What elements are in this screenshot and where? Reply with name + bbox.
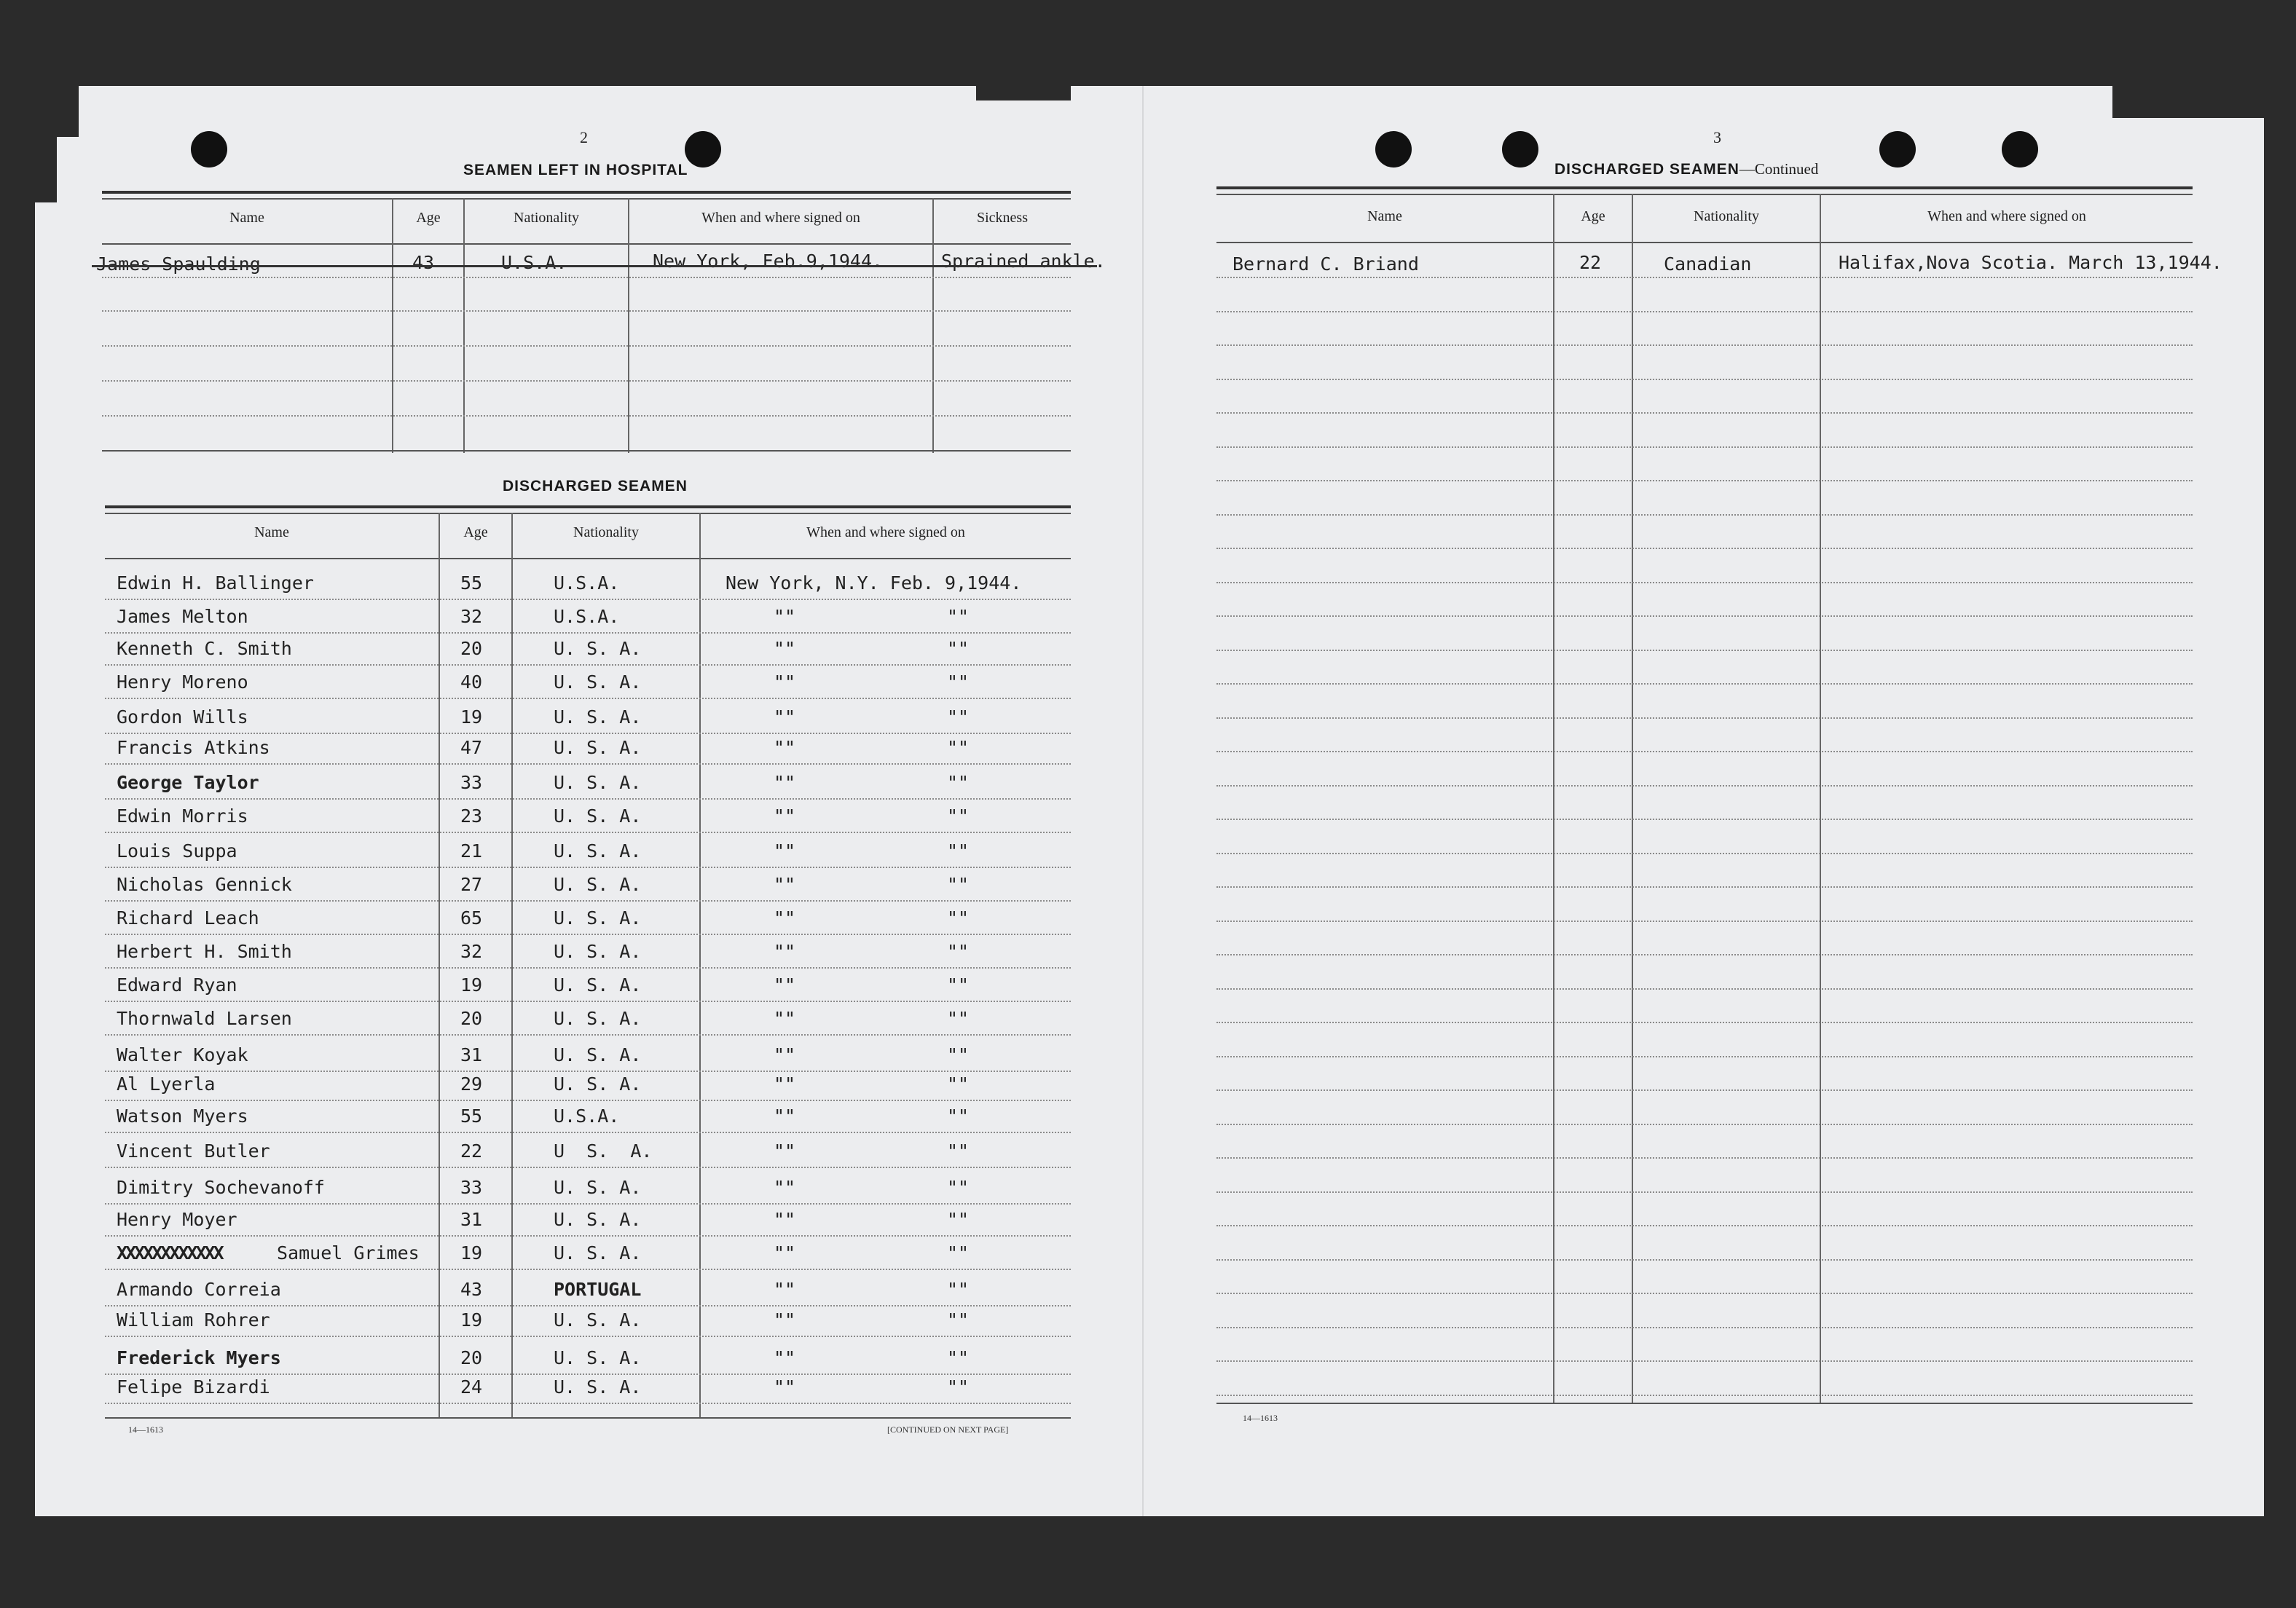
col-header-nationality: Nationality xyxy=(1694,208,1759,224)
ditto-mark: "" xyxy=(774,1242,796,1264)
col-header-sickness: Sickness xyxy=(977,210,1028,226)
ditto-mark: "" xyxy=(947,840,970,862)
ditto-mark: "" xyxy=(774,606,796,627)
row-rule xyxy=(105,798,1071,800)
ditto-mark: "" xyxy=(947,1177,970,1198)
ditto-mark: "" xyxy=(774,1376,796,1398)
row-rule xyxy=(1216,751,2193,752)
col-header-age: Age xyxy=(463,524,488,540)
ditto-mark: "" xyxy=(774,1209,796,1230)
row-rule xyxy=(1216,379,2193,380)
seaman-nationality: U S. A. xyxy=(554,1140,653,1162)
torn-edge-left xyxy=(35,137,57,202)
row-rule xyxy=(105,867,1071,868)
seaman-signed-on: New York, N.Y. Feb. 9,1944. xyxy=(726,572,1022,594)
row-rule xyxy=(105,1305,1071,1306)
ditto-mark: "" xyxy=(774,1177,796,1198)
row-rule xyxy=(105,1336,1071,1337)
seaman-age: 55 xyxy=(460,572,483,594)
ditto-mark: "" xyxy=(774,772,796,793)
seaman-name: Al Lyerla xyxy=(117,1073,216,1095)
seaman-age: 20 xyxy=(460,1008,483,1029)
rule xyxy=(102,243,1071,245)
row-rule xyxy=(1216,480,2193,481)
seaman-nationality: U. S. A. xyxy=(554,840,642,862)
ditto-mark: "" xyxy=(774,1309,796,1331)
ditto-mark: "" xyxy=(774,638,796,659)
row-rule xyxy=(105,1403,1071,1404)
row-rule xyxy=(1216,446,2193,448)
seaman-age: 20 xyxy=(460,638,483,659)
ditto-mark: "" xyxy=(947,974,970,996)
rule xyxy=(102,450,1071,452)
row-rule xyxy=(1216,1360,2193,1362)
seaman-age: 43 xyxy=(412,252,435,273)
seaman-age: 40 xyxy=(460,671,483,693)
row-rule xyxy=(1216,412,2193,414)
binder-hole xyxy=(685,131,721,168)
row-rule xyxy=(1216,311,2193,312)
seaman-signed-on: Halifax,Nova Scotia. March 13,1944. xyxy=(1839,252,2222,273)
ditto-mark: "" xyxy=(947,805,970,827)
row-rule xyxy=(1216,1191,2193,1193)
row-rule xyxy=(105,664,1071,666)
title-continued: —Continued xyxy=(1739,160,1819,178)
seaman-name: Louis Suppa xyxy=(117,840,237,862)
rule xyxy=(1216,194,2193,195)
col-header-name: Name xyxy=(229,210,264,226)
row-rule xyxy=(105,1269,1071,1270)
page-fold xyxy=(1142,86,1144,1516)
seaman-nationality: PORTUGAL xyxy=(554,1279,642,1300)
ditto-mark: "" xyxy=(774,737,796,758)
rule xyxy=(1216,1403,2193,1404)
ditto-mark: "" xyxy=(774,1106,796,1127)
seaman-age: 24 xyxy=(460,1376,483,1398)
row-rule xyxy=(105,632,1071,634)
row-rule xyxy=(105,1001,1071,1002)
seaman-name: Edwin Morris xyxy=(117,805,248,827)
row-rule xyxy=(105,967,1071,969)
column-divider xyxy=(1632,194,1633,1403)
discharged-section-title: DISCHARGED SEAMEN xyxy=(503,478,688,494)
seaman-age: 19 xyxy=(460,1309,483,1331)
ditto-mark: "" xyxy=(947,737,970,758)
column-divider xyxy=(1820,194,1821,1403)
seaman-nationality: U. S. A. xyxy=(554,974,642,996)
seaman-age: 29 xyxy=(460,1073,483,1095)
seaman-nationality: U. S. A. xyxy=(554,1376,642,1398)
row-rule xyxy=(1216,1089,2193,1091)
seaman-nationality: U. S. A. xyxy=(554,737,642,758)
col-header-nationality: Nationality xyxy=(514,210,579,226)
row-rule xyxy=(1216,886,2193,888)
seaman-age: 23 xyxy=(460,805,483,827)
row-rule xyxy=(1216,1022,2193,1023)
ditto-mark: "" xyxy=(947,1044,970,1065)
rule xyxy=(105,505,1071,508)
ditto-mark: "" xyxy=(774,1347,796,1368)
form-number: 14—1613 xyxy=(128,1424,163,1435)
seaman-sickness: Sprained ankle. xyxy=(941,251,1106,272)
seaman-name: Frederick Myers xyxy=(117,1347,281,1368)
seaman-age: 47 xyxy=(460,737,483,758)
seaman-name: Felipe Bizardi xyxy=(117,1376,270,1398)
ditto-mark: "" xyxy=(774,907,796,929)
ditto-mark: "" xyxy=(774,1073,796,1095)
seaman-age: 33 xyxy=(460,1177,483,1198)
seaman-nationality: U.S.A. xyxy=(554,606,620,627)
row-rule xyxy=(105,1132,1071,1133)
seaman-name: Herbert H. Smith xyxy=(117,941,292,962)
seaman-nationality: U.S.A. xyxy=(501,252,567,273)
col-header-age: Age xyxy=(416,210,441,226)
seaman-name: Francis Atkins xyxy=(117,737,270,758)
seaman-name: Walter Koyak xyxy=(117,1044,248,1065)
seaman-name: Richard Leach xyxy=(117,907,259,929)
seaman-name: Armando Correia xyxy=(117,1279,281,1300)
col-header-nationality: Nationality xyxy=(573,524,639,540)
seaman-name: George Taylor xyxy=(117,772,259,793)
ditto-mark: "" xyxy=(774,706,796,728)
row-rule xyxy=(105,900,1071,902)
seaman-nationality: U.S.A. xyxy=(554,1106,620,1127)
rule xyxy=(105,1417,1071,1419)
binder-hole xyxy=(1879,131,1916,168)
redacted-prefix: XXXXXXXXXXXX xyxy=(117,1242,222,1264)
ditto-mark: "" xyxy=(774,805,796,827)
row-rule xyxy=(102,345,1071,347)
row-rule xyxy=(1216,853,2193,854)
seaman-name: Watson Myers xyxy=(117,1106,248,1127)
seaman-nationality: U. S. A. xyxy=(554,805,642,827)
seaman-nationality: U.S.A. xyxy=(554,572,620,594)
row-rule xyxy=(105,1374,1071,1375)
document-sheet xyxy=(35,86,2264,1516)
ditto-mark: "" xyxy=(947,772,970,793)
column-divider xyxy=(511,513,513,1417)
seaman-age: 65 xyxy=(460,907,483,929)
discharged-continued-title xyxy=(1554,160,1818,178)
seaman-nationality: U. S. A. xyxy=(554,706,642,728)
seaman-name: Henry Moreno xyxy=(117,671,248,693)
rule xyxy=(105,513,1071,514)
title-main: DISCHARGED SEAMEN xyxy=(1554,161,1739,178)
seaman-signed-on: New York, Feb.9,1944. xyxy=(653,251,884,272)
seaman-nationality: U. S. A. xyxy=(554,1008,642,1029)
col-header-signed-on: When and where signed on xyxy=(701,210,860,226)
row-rule xyxy=(105,1203,1071,1205)
ditto-mark: "" xyxy=(947,1140,970,1162)
row-rule xyxy=(1216,1056,2193,1057)
row-rule xyxy=(105,1167,1071,1168)
seaman-name: Vincent Butler xyxy=(117,1140,270,1162)
ditto-mark: "" xyxy=(774,1140,796,1162)
strikethrough-line xyxy=(92,265,1097,267)
seaman-name: Edward Ryan xyxy=(117,974,237,996)
ditto-mark: "" xyxy=(774,941,796,962)
ditto-mark: "" xyxy=(947,1242,970,1264)
ditto-mark: "" xyxy=(947,1209,970,1230)
seaman-name: James Spaulding xyxy=(96,253,261,275)
row-rule xyxy=(1216,1225,2193,1226)
ditto-mark: "" xyxy=(947,907,970,929)
row-rule xyxy=(102,310,1071,312)
row-rule xyxy=(1216,954,2193,955)
seaman-name: Dimitry Sochevanoff xyxy=(117,1177,325,1198)
col-header-signed-on: When and where signed on xyxy=(1927,208,2086,224)
seaman-name: Bernard C. Briand xyxy=(1232,253,1419,275)
seaman-name: Gordon Wills xyxy=(117,706,248,728)
row-rule xyxy=(1216,1395,2193,1396)
seaman-nationality: U. S. A. xyxy=(554,638,642,659)
row-rule xyxy=(1216,921,2193,922)
row-rule xyxy=(105,934,1071,935)
seaman-age: 27 xyxy=(460,874,483,895)
torn-corner-top-right xyxy=(2112,86,2264,118)
seaman-nationality: U. S. A. xyxy=(554,1347,642,1368)
ditto-mark: "" xyxy=(947,606,970,627)
seaman-name: James Melton xyxy=(117,606,248,627)
row-rule xyxy=(105,832,1071,833)
seaman-age: 43 xyxy=(460,1279,483,1300)
seaman-name: Kenneth C. Smith xyxy=(117,638,292,659)
row-rule xyxy=(1216,1259,2193,1261)
row-rule xyxy=(1216,514,2193,516)
seaman-nationality: U. S. A. xyxy=(554,1309,642,1331)
row-rule xyxy=(1216,277,2193,278)
seaman-nationality: U. S. A. xyxy=(554,1209,642,1230)
col-header-name: Name xyxy=(254,524,289,540)
row-rule xyxy=(1216,988,2193,990)
seaman-nationality: U. S. A. xyxy=(554,907,642,929)
seaman-name: William Rohrer xyxy=(117,1309,270,1331)
seaman-age: 55 xyxy=(460,1106,483,1127)
rule xyxy=(105,558,1071,559)
page-number: 3 xyxy=(1713,128,1721,146)
row-rule xyxy=(1216,1124,2193,1125)
ditto-mark: "" xyxy=(947,874,970,895)
row-rule xyxy=(1216,1157,2193,1159)
row-rule xyxy=(1216,683,2193,685)
col-header-name: Name xyxy=(1367,208,1402,224)
seaman-age: 31 xyxy=(460,1044,483,1065)
row-rule xyxy=(102,415,1071,417)
ditto-mark: "" xyxy=(774,1279,796,1300)
row-rule xyxy=(1216,1293,2193,1294)
column-divider xyxy=(699,513,701,1417)
seaman-age: 33 xyxy=(460,772,483,793)
ditto-mark: "" xyxy=(947,671,970,693)
ditto-mark: "" xyxy=(947,1309,970,1331)
seaman-name: Nicholas Gennick xyxy=(117,874,292,895)
binder-hole xyxy=(1502,131,1538,168)
seaman-nationality: U. S. A. xyxy=(554,1177,642,1198)
ditto-mark: "" xyxy=(774,671,796,693)
seaman-name: Samuel Grimes xyxy=(277,1242,420,1264)
rule xyxy=(1216,186,2193,189)
ditto-mark: "" xyxy=(774,1044,796,1065)
row-rule xyxy=(1216,344,2193,346)
row-rule xyxy=(105,599,1071,600)
column-divider xyxy=(439,513,440,1417)
ditto-mark: "" xyxy=(947,706,970,728)
ditto-mark: "" xyxy=(774,840,796,862)
row-rule xyxy=(105,1034,1071,1036)
seaman-nationality: U. S. A. xyxy=(554,941,642,962)
seaman-age: 19 xyxy=(460,974,483,996)
seaman-age: 19 xyxy=(460,1242,483,1264)
seaman-nationality: U. S. A. xyxy=(554,1044,642,1065)
row-rule xyxy=(1216,548,2193,549)
page-number: 2 xyxy=(580,128,588,146)
seaman-nationality: U. S. A. xyxy=(554,671,642,693)
seaman-age: 19 xyxy=(460,706,483,728)
ditto-mark: "" xyxy=(947,1106,970,1127)
ditto-mark: "" xyxy=(774,974,796,996)
ditto-mark: "" xyxy=(947,1073,970,1095)
row-rule xyxy=(102,380,1071,382)
seaman-age: 21 xyxy=(460,840,483,862)
ditto-mark: "" xyxy=(947,638,970,659)
ditto-mark: "" xyxy=(947,1008,970,1029)
form-number: 14—1613 xyxy=(1243,1413,1278,1423)
rule xyxy=(1216,242,2193,243)
row-rule xyxy=(105,763,1071,765)
hospital-section-title: SEAMEN LEFT IN HOSPITAL xyxy=(463,162,688,178)
binder-hole xyxy=(2002,131,2038,168)
row-rule xyxy=(1216,650,2193,651)
seaman-nationality: Canadian xyxy=(1664,253,1752,275)
ditto-mark: "" xyxy=(947,941,970,962)
seaman-age: 32 xyxy=(460,941,483,962)
continued-note: [CONTINUED ON NEXT PAGE] xyxy=(887,1424,1009,1435)
seaman-age: 20 xyxy=(460,1347,483,1368)
seaman-nationality: U. S. A. xyxy=(554,874,642,895)
row-rule xyxy=(105,1235,1071,1237)
ditto-mark: "" xyxy=(947,1279,970,1300)
row-rule xyxy=(105,1100,1071,1101)
seaman-age: 31 xyxy=(460,1209,483,1230)
binder-hole xyxy=(191,131,227,168)
seaman-nationality: U. S. A. xyxy=(554,1073,642,1095)
ditto-mark: "" xyxy=(774,1008,796,1029)
torn-corner-top-left xyxy=(35,86,79,137)
row-rule xyxy=(105,1071,1071,1072)
seaman-age: 22 xyxy=(1579,252,1602,273)
rule xyxy=(102,191,1071,194)
seaman-name: Thornwald Larsen xyxy=(117,1008,292,1029)
col-header-signed-on: When and where signed on xyxy=(806,524,965,540)
row-rule xyxy=(1216,615,2193,617)
seaman-name: Edwin H. Ballinger xyxy=(117,572,314,594)
seaman-nationality: U. S. A. xyxy=(554,1242,642,1264)
seaman-age: 22 xyxy=(460,1140,483,1162)
row-rule xyxy=(102,277,1071,278)
row-rule xyxy=(1216,717,2193,719)
ditto-mark: "" xyxy=(947,1376,970,1398)
row-rule xyxy=(1216,819,2193,820)
row-rule xyxy=(105,733,1071,734)
torn-edge-top xyxy=(976,86,1071,100)
seaman-nationality: U. S. A. xyxy=(554,772,642,793)
row-rule xyxy=(1216,1327,2193,1328)
ditto-mark: "" xyxy=(774,874,796,895)
ditto-mark: "" xyxy=(947,1347,970,1368)
row-rule xyxy=(1216,582,2193,583)
col-header-age: Age xyxy=(1581,208,1605,224)
row-rule xyxy=(1216,785,2193,787)
seaman-age: 32 xyxy=(460,606,483,627)
row-rule xyxy=(105,698,1071,699)
seaman-name: Henry Moyer xyxy=(117,1209,237,1230)
binder-hole xyxy=(1375,131,1412,168)
rule xyxy=(102,198,1071,200)
column-divider xyxy=(1553,194,1554,1403)
